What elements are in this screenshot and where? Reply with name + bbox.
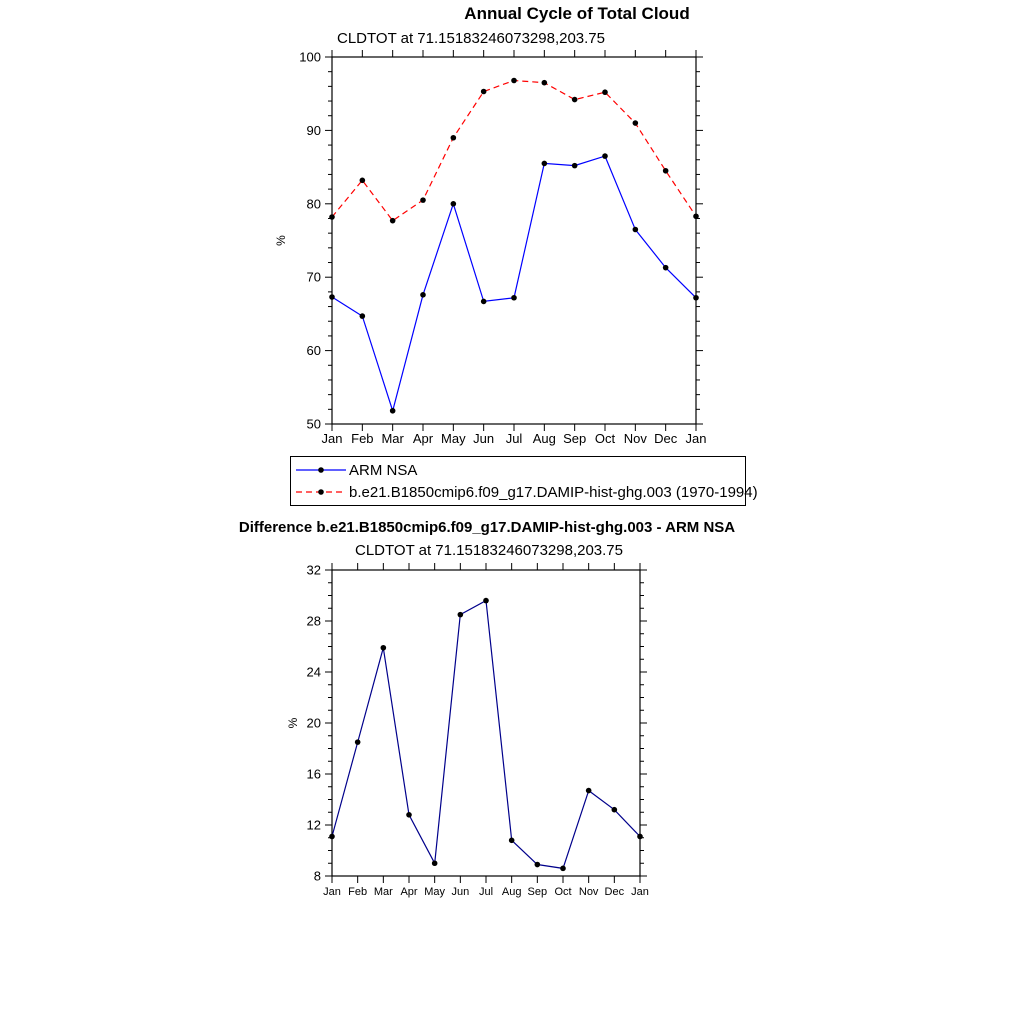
- svg-text:May: May: [424, 886, 446, 898]
- svg-text:Jan: Jan: [323, 886, 341, 898]
- svg-text:60: 60: [306, 343, 321, 359]
- svg-text:24: 24: [306, 664, 321, 680]
- svg-text:Sep: Sep: [563, 431, 587, 446]
- svg-text:%: %: [286, 717, 300, 729]
- svg-text:50: 50: [306, 416, 321, 432]
- svg-text:Aug: Aug: [532, 431, 556, 446]
- svg-text:Nov: Nov: [578, 886, 599, 898]
- svg-text:80: 80: [306, 196, 321, 212]
- top-chart-subtitle: CLDTOT at 71.15183246073298,203.75: [337, 30, 605, 47]
- svg-text:Jun: Jun: [473, 431, 495, 446]
- svg-text:100: 100: [299, 49, 321, 65]
- svg-text:Jul: Jul: [478, 886, 494, 898]
- svg-text:28: 28: [306, 613, 321, 629]
- svg-text:Apr: Apr: [400, 886, 418, 898]
- svg-text:Mar: Mar: [381, 431, 404, 446]
- legend: [290, 456, 758, 506]
- model-run-line-sample: [295, 484, 347, 500]
- svg-text:20: 20: [306, 715, 321, 731]
- svg-text:Jan: Jan: [321, 431, 343, 446]
- svg-text:Oct: Oct: [554, 886, 572, 898]
- svg-text:90: 90: [306, 122, 321, 138]
- top-chart-title: Annual Cycle of Total Cloud: [464, 4, 690, 23]
- legend-item-model-run: [291, 481, 758, 503]
- svg-text:Oct: Oct: [594, 431, 616, 446]
- legend-item-arm-nsa: [291, 459, 745, 481]
- arm-nsa-line-sample: [295, 462, 347, 478]
- svg-text:Jul: Jul: [505, 431, 523, 446]
- svg-text:Jun: Jun: [451, 886, 470, 898]
- svg-text:Jan: Jan: [685, 431, 707, 446]
- svg-text:May: May: [441, 431, 466, 446]
- svg-text:8: 8: [313, 868, 321, 884]
- svg-text:16: 16: [306, 766, 321, 782]
- svg-text:32: 32: [306, 562, 321, 578]
- svg-text:Nov: Nov: [623, 431, 647, 446]
- svg-text:Mar: Mar: [373, 886, 393, 898]
- svg-text:Dec: Dec: [654, 431, 678, 446]
- svg-text:70: 70: [306, 269, 321, 285]
- legend-label-arm-nsa: ARM NSA: [349, 461, 418, 479]
- svg-text:Dec: Dec: [604, 886, 625, 898]
- svg-text:Apr: Apr: [412, 431, 434, 446]
- svg-text:%: %: [274, 235, 288, 246]
- bottom-chart-subtitle: CLDTOT at 71.15183246073298,203.75: [355, 542, 623, 559]
- svg-text:12: 12: [306, 817, 321, 833]
- svg-text:Jan: Jan: [631, 886, 649, 898]
- legend-label-model-run: b.e21.B1850cmip6.f09_g17.DAMIP-hist-ghg.003 (1970-1994): [349, 483, 758, 501]
- svg-text:Sep: Sep: [527, 886, 548, 898]
- bottom-chart-title: Difference b.e21.B1850cmip6.f09_g17.DAMIP-hist-ghg.003 - ARM NSA: [238, 519, 736, 536]
- svg-text:Aug: Aug: [501, 886, 522, 898]
- svg-text:Feb: Feb: [348, 886, 368, 898]
- svg-text:Feb: Feb: [351, 431, 374, 446]
